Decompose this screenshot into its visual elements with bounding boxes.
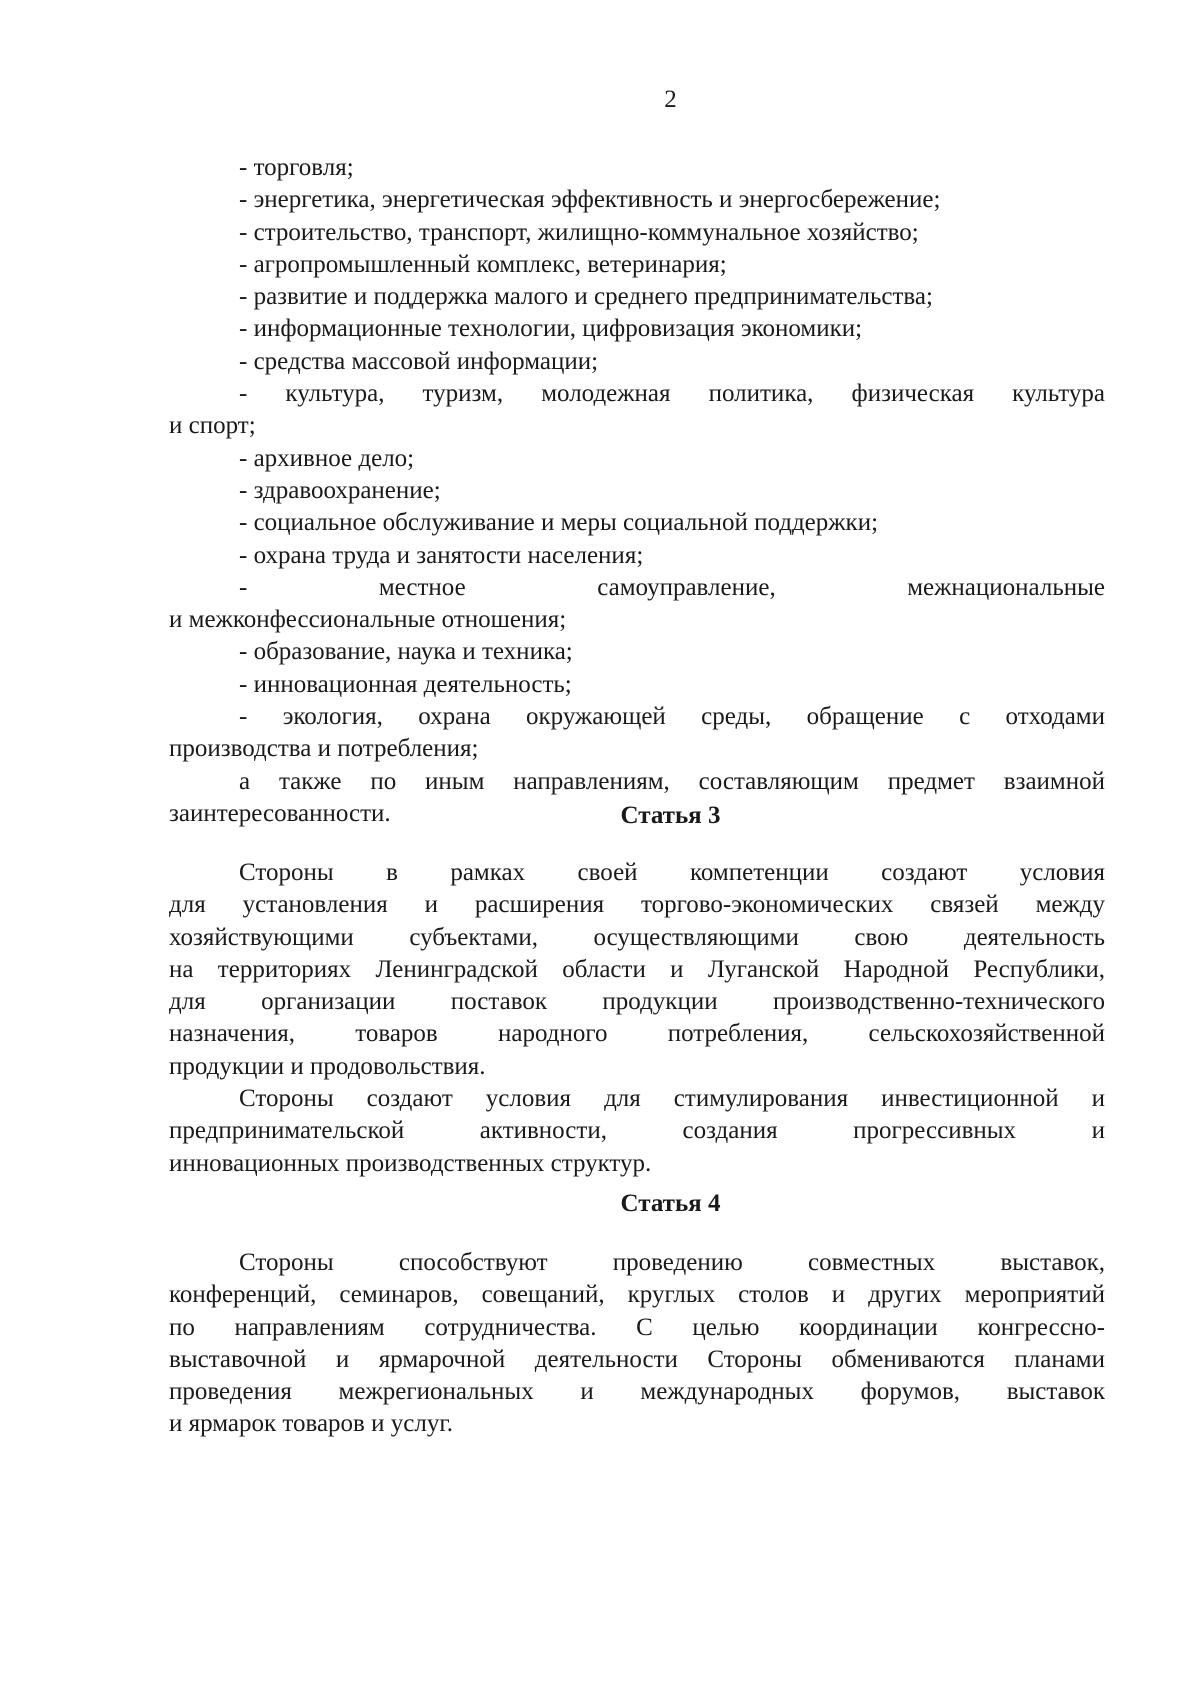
paragraph-line: на территориях Ленинградской области и Луганской Народной Республики, (169, 955, 1105, 983)
list-item: - агропромышленный комплекс, ветеринария; (239, 250, 727, 278)
list-item: - охрана труда и занятости населения; (239, 541, 644, 569)
list-item: - образование, наука и техника; (239, 638, 573, 666)
paragraph-line: Стороны способствуют проведению совместных выставок, (239, 1249, 1105, 1276)
list-item-continuation: и межконфессиональные отношения; (169, 606, 567, 634)
closing-paragraph-line: а также по иным направлениям, составляющим предмет взаимной (239, 767, 1105, 795)
paragraph-line: по направлениям сотрудничества. С целью координации конгрессно- (169, 1313, 1105, 1341)
list-item: - развитие и поддержка малого и среднего предпринимательства; (239, 283, 933, 311)
directions-list (169, 152, 1105, 830)
list-item-continuation: производства и потребления; (169, 735, 479, 763)
list-item: - средства массовой информации; (239, 347, 599, 375)
list-item: - экология, охрана окружающей среды, обращение с отходами (239, 703, 1105, 731)
list-item-continuation: и спорт; (169, 412, 256, 440)
article-4-heading: Статья 4 (620, 1190, 721, 1217)
paragraph-line: и ярмарок товаров и услуг. (169, 1410, 453, 1438)
paragraph-line: Стороны создают условия для стимулирования инвестиционной и (239, 1085, 1105, 1113)
list-item: - инновационная деятельность; (239, 670, 572, 698)
list-item: - энергетика, энергетическая эффективность и энергосбережение; (239, 186, 941, 214)
closing-paragraph-line: заинтересованности. (169, 799, 391, 827)
page-number: 2 (664, 86, 677, 113)
paragraph-line: предпринимательской активности, создания прогрессивных и (169, 1117, 1105, 1145)
list-item: - информационные технологии, цифровизация экономики; (239, 315, 863, 343)
paragraph-line: проведения межрегиональных и международных форумов, выставок (169, 1378, 1105, 1406)
paragraph-line: продукции и продовольствия. (169, 1052, 486, 1080)
list-item: - здравоохранение; (239, 476, 441, 504)
paragraph-line: для организации поставок продукции производственно-технического (169, 988, 1105, 1016)
list-item: - местное самоуправление, межнациональные (239, 573, 1105, 601)
list-item: - культура, туризм, молодежная политика, физическая культура (239, 380, 1105, 408)
article-3-text (169, 857, 1105, 1180)
list-item: - социальное обслуживание и меры социальной поддержки; (239, 509, 879, 537)
paragraph-line: выставочной и ярмарочной деятельности Стороны обмениваются планами (169, 1345, 1105, 1373)
list-item: - торговля; (239, 154, 354, 181)
paragraph-line: хозяйствующими субъектами, осуществляющими свою деятельность (169, 923, 1105, 951)
list-item: - архивное дело; (239, 444, 415, 472)
article-3-heading: Статья 3 (620, 802, 721, 829)
article-4-text (169, 1247, 1105, 1441)
paragraph-line: инновационных производственных структур. (169, 1149, 652, 1177)
paragraph-line: назначения, товаров народного потребления, сельскохозяйственной (169, 1020, 1105, 1048)
list-item: - строительство, транспорт, жилищно-коммунальное хозяйство; (239, 218, 919, 246)
paragraph-line: для установления и расширения торгово-экономических связей между (169, 891, 1105, 919)
paragraph-line: Стороны в рамках своей компетенции создают условия (239, 859, 1105, 886)
paragraph-line: конференций, семинаров, совещаний, круглых столов и других мероприятий (169, 1281, 1105, 1309)
